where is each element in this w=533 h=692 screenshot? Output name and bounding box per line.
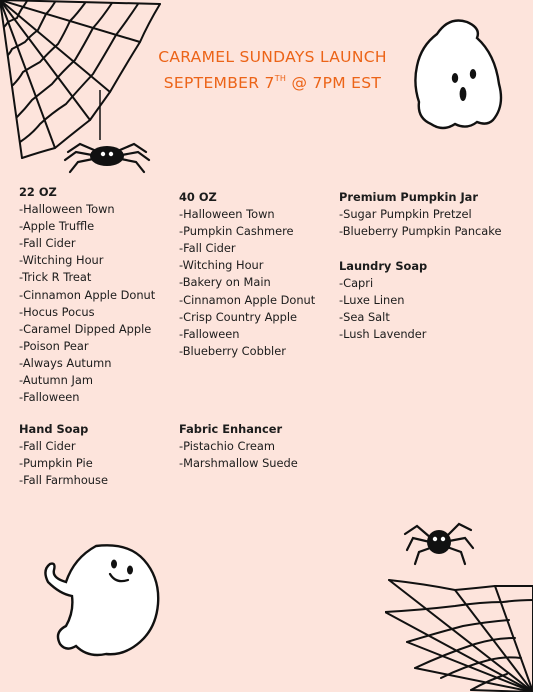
- list-item: -Pistachio Cream: [179, 439, 275, 454]
- ghost-icon: [407, 14, 507, 134]
- spiderweb-icon: [385, 550, 533, 692]
- list-item: -Cinnamon Apple Donut: [19, 287, 156, 302]
- list-item: -Pumpkin Cashmere: [179, 224, 294, 239]
- section-heading: 22 OZ: [19, 185, 57, 199]
- section-40oz: [179, 189, 315, 360]
- page-title: [140, 44, 405, 96]
- list-item: -Falloween: [179, 326, 240, 341]
- list-item: -Hocus Pocus: [19, 304, 95, 319]
- list-item: -Halloween Town: [179, 207, 275, 222]
- section-heading: Laundry Soap: [339, 259, 428, 273]
- section-fabric-enhancer: [179, 421, 298, 472]
- list-item: -Crisp Country Apple: [179, 309, 297, 324]
- list-item: -Witching Hour: [179, 258, 264, 273]
- section-premium-pumpkin-jar: [339, 189, 502, 240]
- spider-icon: [62, 136, 152, 178]
- list-item: -Trick R Treat: [19, 270, 92, 285]
- title-date-suffix: TH: [274, 74, 287, 83]
- list-item: -Fall Farmhouse: [19, 473, 108, 488]
- ghost-icon: [36, 540, 176, 665]
- list-item: -Luxe Linen: [339, 293, 405, 308]
- list-item: -Witching Hour: [19, 253, 104, 268]
- list-item: -Cinnamon Apple Donut: [179, 292, 316, 307]
- list-item: -Halloween Town: [19, 202, 115, 217]
- spider-icon: [403, 516, 477, 566]
- list-item: -Sea Salt: [339, 310, 390, 325]
- list-item: -Fall Cider: [19, 236, 76, 251]
- list-item: -Capri: [339, 276, 374, 291]
- list-item: -Fall Cider: [179, 241, 236, 256]
- list-item: -Marshmallow Suede: [179, 456, 298, 471]
- section-laundry-soap: [339, 258, 427, 343]
- list-item: -Sugar Pumpkin Pretzel: [339, 207, 472, 222]
- list-item: -Fall Cider: [19, 439, 76, 454]
- title-line-1: CARAMEL SUNDAYS LAUNCH: [158, 48, 387, 66]
- section-heading: Fabric Enhancer: [179, 422, 283, 436]
- title-line-2: [140, 70, 405, 96]
- section-22oz: [19, 184, 155, 406]
- list-item: -Blueberry Pumpkin Pancake: [339, 224, 502, 239]
- list-item: -Blueberry Cobbler: [179, 343, 286, 358]
- list-item: -Lush Lavender: [339, 327, 427, 342]
- title-time: @ 7PM EST: [286, 74, 382, 92]
- list-item: -Poison Pear: [19, 338, 89, 353]
- title-date: SEPTEMBER 7: [163, 74, 275, 92]
- section-heading: Premium Pumpkin Jar: [339, 190, 478, 204]
- list-item: -Apple Truffle: [19, 219, 95, 234]
- list-item: -Falloween: [19, 390, 80, 405]
- section-heading: Hand Soap: [19, 422, 89, 436]
- list-item: -Pumpkin Pie: [19, 456, 93, 471]
- list-item: -Always Autumn: [19, 355, 112, 370]
- list-item: -Caramel Dipped Apple: [19, 321, 152, 336]
- list-item: -Bakery on Main: [179, 275, 271, 290]
- section-hand-soap: [19, 421, 108, 489]
- section-heading: 40 OZ: [179, 190, 217, 204]
- list-item: -Autumn Jam: [19, 373, 93, 388]
